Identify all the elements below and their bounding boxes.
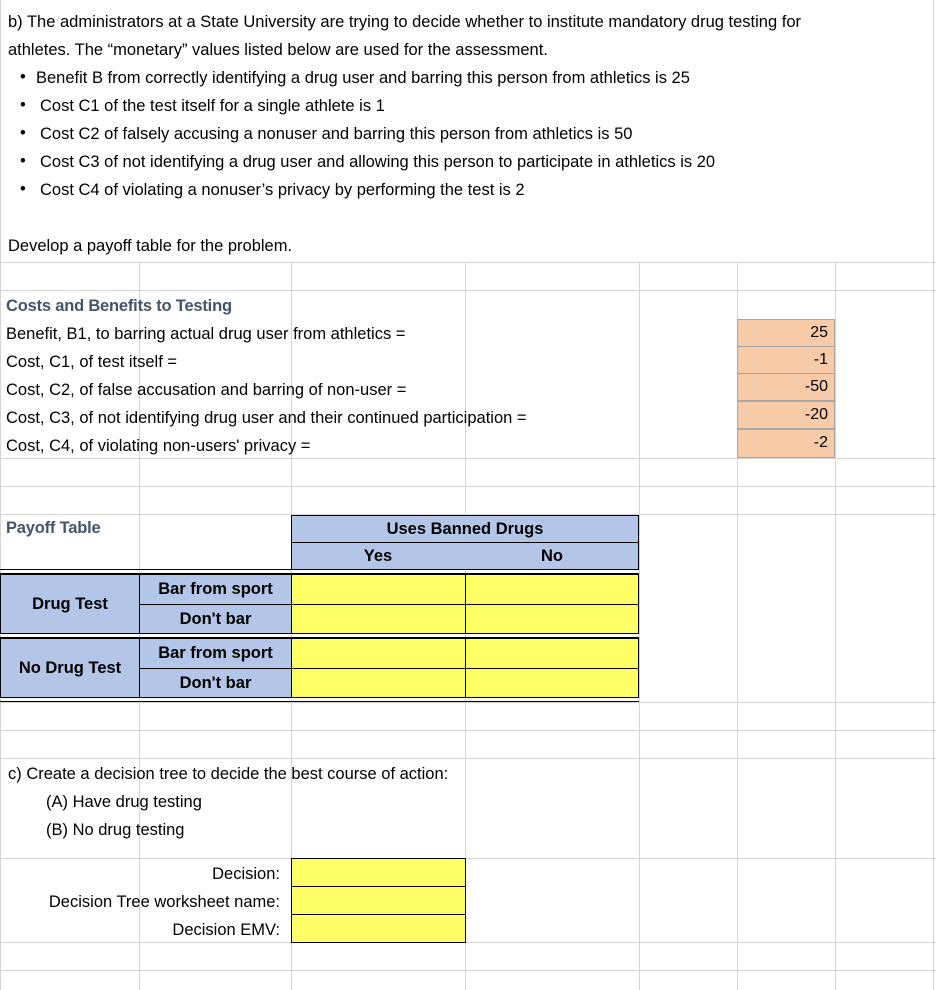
bullet-item: Cost C1 of the test itself for a single athlete is 1 [40, 97, 385, 115]
no-drug-test-row-header: No Drug Test [0, 638, 140, 698]
payoff-cell-test-bar-yes[interactable] [291, 574, 466, 605]
cost-value-c3[interactable]: -20 [737, 401, 835, 429]
no-test-dont-bar-label: Don't bar [139, 668, 292, 698]
bullet-item: Cost C2 of falsely accusing a nonuser and barring this person from athletics is 50 [40, 125, 633, 143]
bullet-item: Benefit B from correctly identifying a drug user and barring this person from athletics is 25 [36, 69, 690, 87]
problem-intro-line2: athletes. The “monetary” values listed below are used for the assessment. [8, 41, 548, 59]
drug-test-row-header: Drug Test [0, 574, 140, 634]
cost-label-c3: Cost, C3, of not identifying drug user and their continued participation = [6, 409, 527, 427]
bullet-dot: • [20, 180, 26, 198]
payoff-cell-test-dontbar-yes[interactable] [291, 604, 466, 634]
option-b: (B) No drug testing [46, 821, 185, 839]
cost-label-c2: Cost, C2, of false accusation and barring of non-user = [6, 381, 407, 399]
payoff-cell-test-dontbar-no[interactable] [465, 604, 639, 634]
decision-label: Decision: [212, 865, 280, 883]
worksheet-name-label: Decision Tree worksheet name: [48, 893, 280, 911]
bullet-dot: • [20, 152, 26, 170]
option-a: (A) Have drug testing [46, 793, 202, 811]
decision-input[interactable] [291, 858, 466, 887]
bullet-item: Cost C4 of violating a nonuser’s privacy by performing the test is 2 [40, 181, 525, 199]
worksheet-name-input[interactable] [291, 886, 466, 915]
cost-label-c1: Cost, C1, of test itself = [6, 353, 178, 371]
no-test-bar-label: Bar from sport [139, 638, 292, 669]
decision-emv-input[interactable] [291, 914, 466, 943]
drug-test-bar-label: Bar from sport [139, 574, 292, 605]
bullet-dot: • [20, 96, 26, 114]
decision-emv-label: Decision EMV: [172, 921, 280, 939]
bullet-dot: • [20, 124, 26, 142]
task-text: Develop a payoff table for the problem. [8, 237, 293, 255]
col-yes-header: Yes [363, 546, 393, 565]
uses-banned-drugs-header: Uses Banned Drugs [291, 515, 639, 543]
payoff-cell-notest-dontbar-no[interactable] [465, 668, 639, 698]
problem-intro-line1: b) The administrators at a State University are trying to decide whether to institute mandatory drug testing for [8, 13, 801, 31]
drug-test-dont-bar-label: Don't bar [139, 604, 292, 634]
payoff-cell-notest-bar-no[interactable] [465, 638, 639, 669]
cost-label-b1: Benefit, B1, to barring actual drug user from athletics = [6, 325, 406, 343]
payoff-cell-test-bar-no[interactable] [465, 574, 639, 605]
cost-value-c4[interactable]: -2 [737, 429, 835, 458]
bullet-item: Cost C3 of not identifying a drug user and allowing this person to participate in athletics is 20 [40, 153, 716, 171]
cost-value-c2[interactable]: -50 [737, 373, 835, 401]
col-no-header: No [541, 546, 563, 565]
costs-heading: Costs and Benefits to Testing [6, 297, 232, 315]
part-c-prompt: c) Create a decision tree to decide the best course of action: [8, 765, 449, 783]
cost-label-c4: Cost, C4, of violating non-users' privacy = [6, 437, 311, 455]
bullet-dot: • [20, 68, 26, 86]
payoff-cell-notest-dontbar-yes[interactable] [291, 668, 466, 698]
cost-value-b1[interactable]: 25 [737, 319, 835, 347]
cost-value-c1[interactable]: -1 [737, 346, 835, 374]
payoff-cell-notest-bar-yes[interactable] [291, 638, 466, 669]
payoff-heading: Payoff Table [6, 519, 101, 537]
